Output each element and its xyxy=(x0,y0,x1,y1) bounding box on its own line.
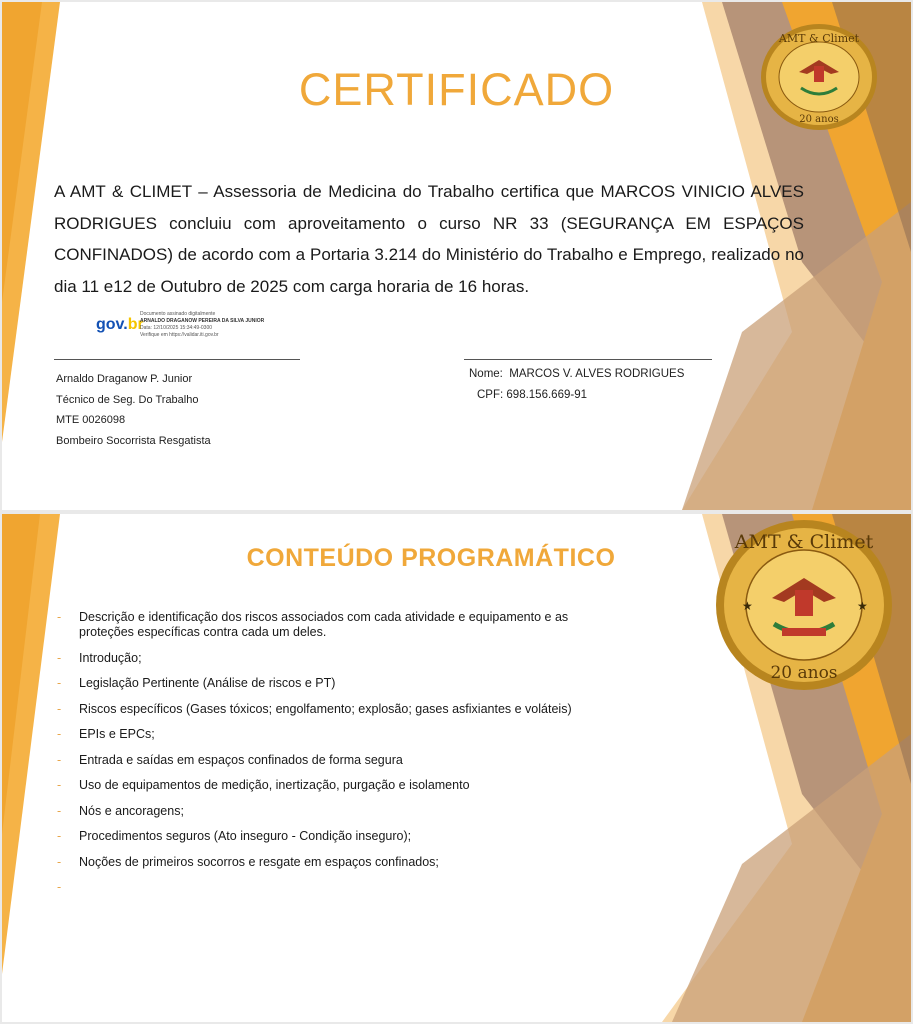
list-dash: - xyxy=(57,829,62,843)
program-list-item xyxy=(57,829,597,844)
student-cpf: 698.156.669-91 xyxy=(506,389,587,401)
svg-text:★: ★ xyxy=(742,599,753,613)
signature-line-1: Documento assinado digitalmente xyxy=(140,311,216,317)
svg-text:★: ★ xyxy=(857,599,868,613)
program-item-text: Introdução; xyxy=(79,650,142,665)
student-name: MARCOS V. ALVES RODRIGUES xyxy=(509,368,685,380)
certificate-title: CERTIFICADO xyxy=(298,64,615,115)
seal-bottom-text: 20 anos xyxy=(799,114,839,125)
program-content-list xyxy=(57,610,597,894)
program-item-text: EPIs e EPCs; xyxy=(79,727,155,741)
program-list-item xyxy=(57,778,597,793)
student-name-label: Nome: xyxy=(469,368,503,380)
student-signature-line xyxy=(464,359,712,360)
program-list-item xyxy=(57,753,597,768)
program-list-item xyxy=(57,804,597,819)
student-name-row xyxy=(469,364,684,385)
program-item-text: Riscos específicos (Gases tóxicos; engolfamento; explosão; gases asfixiantes e voláteis) xyxy=(79,701,572,716)
list-dash: - xyxy=(57,752,62,767)
seal-top-text: AMT & Climet xyxy=(734,531,874,553)
list-dash: - xyxy=(57,803,62,818)
govbr-logo-part1: gov. xyxy=(96,316,128,333)
program-list-item xyxy=(57,855,597,870)
program-list-item xyxy=(57,651,597,666)
list-dash: - xyxy=(57,854,62,869)
list-dash: - xyxy=(57,880,62,894)
instructor-name: Arnaldo Draganow P. Junior xyxy=(56,373,193,385)
list-dash: - xyxy=(57,727,62,741)
program-item-text: Uso de equipamentos de medição, inertização, purgação e isolamento xyxy=(79,778,470,792)
program-item-text: Legislação Pertinente (Análise de riscos e PT) xyxy=(79,676,336,690)
program-title: CONTEÚDO PROGRAMÁTICO xyxy=(246,544,616,572)
program-item-text: Noções de primeiros socorros e resgate em espaços confinados; xyxy=(79,854,439,869)
list-dash: - xyxy=(57,610,62,624)
list-dash: - xyxy=(57,650,62,665)
signature-line-2: ARNALDO DRAGANOW PEREIRA DA SILVA JUNIOR xyxy=(140,318,265,324)
seal-top-text: AMT & Climet xyxy=(778,32,860,45)
signature-line-3: Data: 12/10/2025 15:34:49-0300 xyxy=(140,325,213,331)
student-cpf-label: CPF: xyxy=(477,389,504,401)
student-cpf-row xyxy=(469,385,684,406)
program-item-text: Procedimentos seguros (Ato inseguro - Condição inseguro); xyxy=(79,829,412,843)
certificate-page xyxy=(2,2,911,510)
instructor-extra: Bombeiro Socorrista Resgatista xyxy=(56,434,211,447)
instructor-role: Técnico de Seg. Do Trabalho xyxy=(56,393,199,406)
instructor-signature-line xyxy=(54,359,300,360)
instructor-info xyxy=(56,369,211,451)
list-dash: - xyxy=(57,701,62,716)
program-item-text: Descrição e identificação dos riscos associados com cada atividade e equipamento e as proteções específicas contra cada um deles. xyxy=(79,610,569,639)
program-list-item xyxy=(57,727,597,742)
program-list-item xyxy=(57,702,597,717)
program-page xyxy=(2,514,911,1022)
program-list-item xyxy=(57,610,597,640)
student-info xyxy=(469,364,684,406)
list-dash: - xyxy=(57,778,62,792)
instructor-registration: MTE 0026098 xyxy=(56,414,126,426)
signature-line-4: Verifique em https://validar.iti.gov.br xyxy=(140,332,219,338)
list-dash: - xyxy=(57,676,62,690)
digital-signature-info xyxy=(140,311,320,339)
seal-bottom-text: 20 anos xyxy=(770,663,838,683)
program-item-text: Nós e ancoragens; xyxy=(79,803,184,818)
govbr-logo xyxy=(96,316,144,338)
certificate-body: A AMT & CLIMET – Assessoria de Medicina do Trabalho certifica que MARCOS VINICIO ALVES RODRIGUES concluiu com aproveitamento o curso NR 33 (SEGURANÇA EM ESPAÇOS CONFINADOS) de acordo com a Portaria 3.214 do Ministério do Trabalho e Emprego, realizado no dia 11 e12 de Outubro de 2025 com carga horaria de 16 horas. xyxy=(54,182,804,296)
govbr-logo-part2: br xyxy=(127,316,144,333)
program-item-text: Entrada e saídas em espaços confinados de forma segura xyxy=(79,752,403,767)
program-list-item xyxy=(57,676,597,691)
